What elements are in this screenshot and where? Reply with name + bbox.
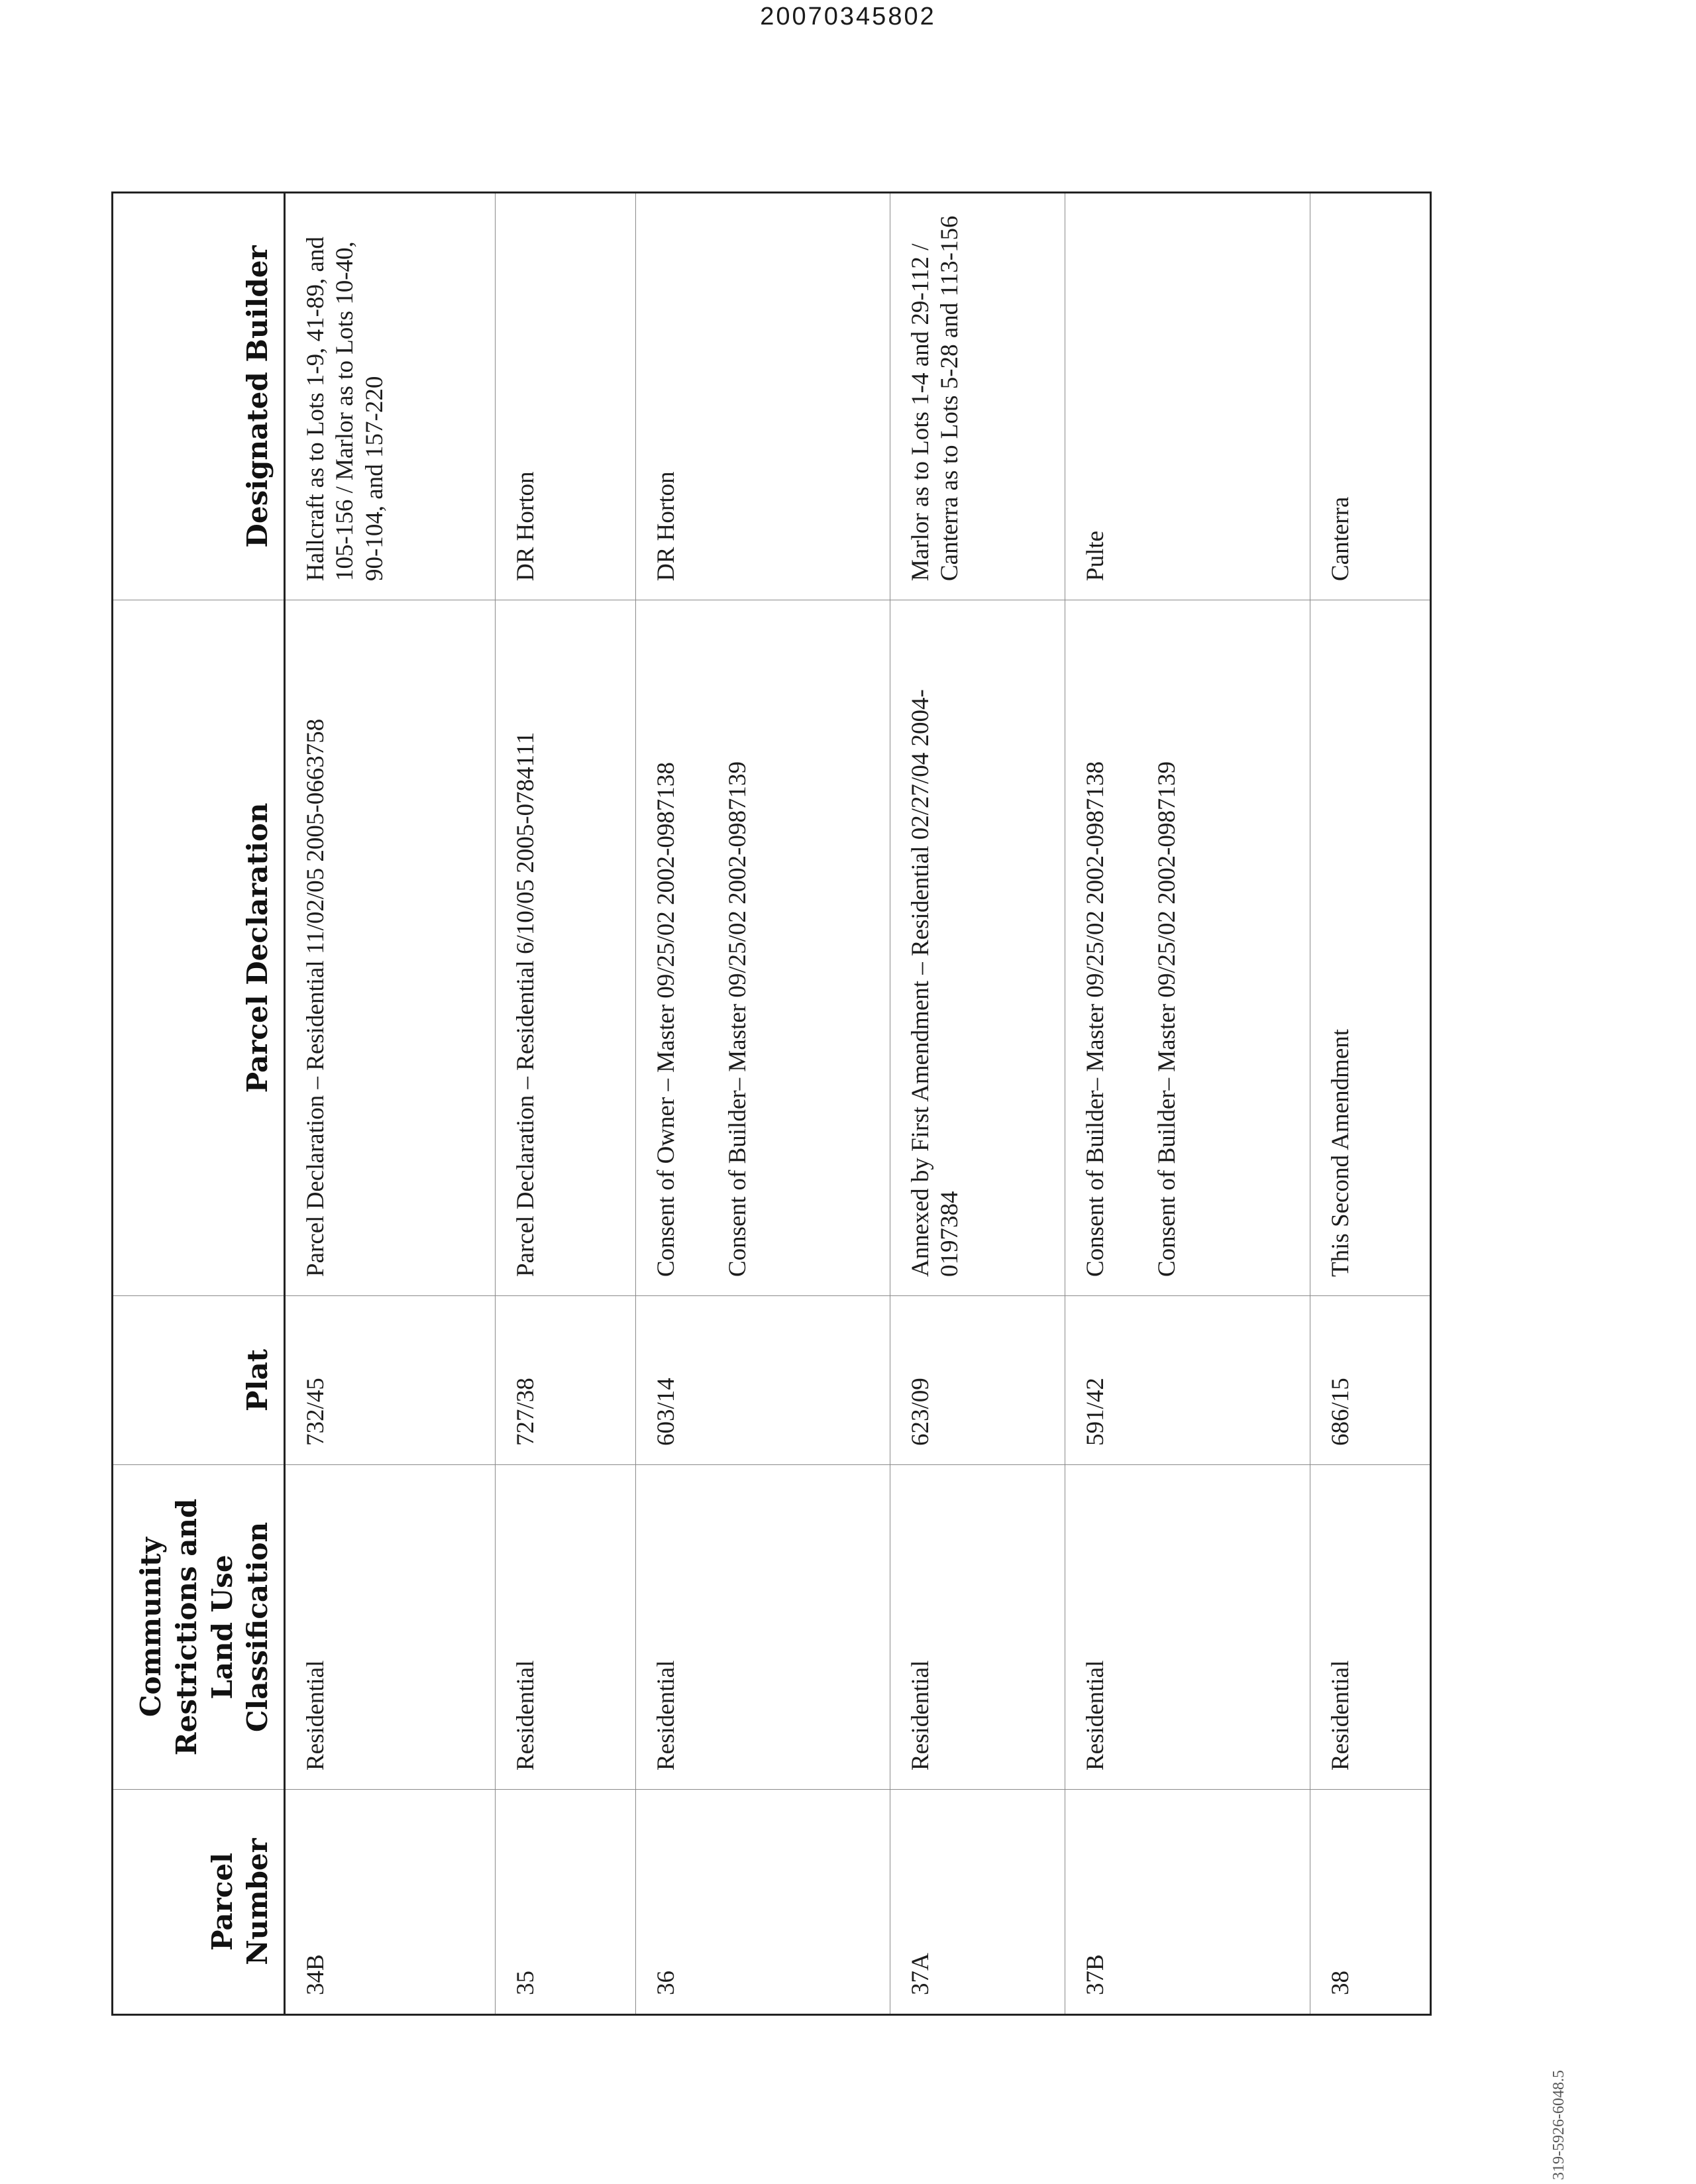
- declaration-entry: Annexed by First Amendment – Residential 02/27/04 2004-0197384: [907, 689, 964, 1277]
- declaration-entry: Consent of Owner – Master 09/25/02 2002-0987138: [653, 762, 680, 1277]
- cell-classification: Residential: [1065, 1465, 1310, 1790]
- table-row: [285, 193, 496, 2015]
- cell-builder: Pulte: [1065, 193, 1310, 600]
- cell-declaration: [890, 600, 1065, 1296]
- cell-builder: Canterra: [1310, 193, 1431, 600]
- cell-plat: 591/42: [1065, 1296, 1310, 1465]
- cell-parcel-number: 35: [496, 1790, 636, 2015]
- parcel-table-container: [111, 193, 1430, 2016]
- declaration-entry: Consent of Builder– Master 09/25/02 2002-0987139: [724, 761, 752, 1277]
- table-row: [890, 193, 1065, 2015]
- cell-parcel-number: 37A: [890, 1790, 1065, 2015]
- cell-plat: 727/38: [496, 1296, 636, 1465]
- table-row: [496, 193, 636, 2015]
- cell-classification: Residential: [636, 1465, 890, 1790]
- table-row: [1065, 193, 1310, 2015]
- cell-builder: DR Horton: [636, 193, 890, 600]
- cell-plat: 623/09: [890, 1296, 1065, 1465]
- cell-declaration: [1065, 600, 1310, 1296]
- cell-plat: 603/14: [636, 1296, 890, 1465]
- table-row: [1310, 193, 1431, 2015]
- cell-plat: 686/15: [1310, 1296, 1431, 1465]
- document-number: 20070345802: [760, 3, 936, 30]
- cell-declaration: [636, 600, 890, 1296]
- cell-classification: Residential: [285, 1465, 496, 1790]
- cell-parcel-number: 38: [1310, 1790, 1431, 2015]
- footer-reference-code: 319-5926-6048.5: [1550, 2070, 1567, 2180]
- cell-parcel-number: 37B: [1065, 1790, 1310, 2015]
- cell-declaration: [496, 600, 636, 1296]
- cell-builder: Hallcraft as to Lots 1-9, 41-89, and 105-156 / Marlor as to Lots 10-40, 90-104, and 157-220: [285, 193, 496, 600]
- cell-parcel-number: 36: [636, 1790, 890, 2015]
- parcel-table: [111, 191, 1432, 2016]
- cell-declaration: [1310, 600, 1431, 1296]
- declaration-entry: This Second Amendment: [1327, 1028, 1354, 1277]
- declaration-entry: Parcel Declaration – Residential 11/02/05 2005-0663758: [302, 718, 329, 1277]
- cell-builder: Marlor as to Lots 1-4 and 29-112 / Canterra as to Lots 5-28 and 113-156: [890, 193, 1065, 600]
- header-plat: Plat: [113, 1296, 285, 1465]
- cell-parcel-number: 34B: [285, 1790, 496, 2015]
- header-classification: Community Restrictions and Land Use Classification: [113, 1465, 285, 1790]
- cell-declaration: [285, 600, 496, 1296]
- cell-classification: Residential: [496, 1465, 636, 1790]
- header-parcel-number: Parcel Number: [113, 1790, 285, 2015]
- declaration-entry: Consent of Builder– Master 09/25/02 2002-0987139: [1153, 761, 1181, 1277]
- table-row: [636, 193, 890, 2015]
- declaration-entry: Consent of Builder– Master 09/25/02 2002-0987138: [1082, 761, 1109, 1277]
- declaration-entry: Parcel Declaration – Residential 6/10/05 2005-0784111: [512, 732, 539, 1277]
- table-header-row: [113, 193, 285, 2015]
- cell-classification: Residential: [1310, 1465, 1431, 1790]
- cell-builder: DR Horton: [496, 193, 636, 600]
- cell-plat: 732/45: [285, 1296, 496, 1465]
- cell-classification: Residential: [890, 1465, 1065, 1790]
- header-builder: Designated Builder: [113, 193, 285, 600]
- header-declaration: Parcel Declaration: [113, 600, 285, 1296]
